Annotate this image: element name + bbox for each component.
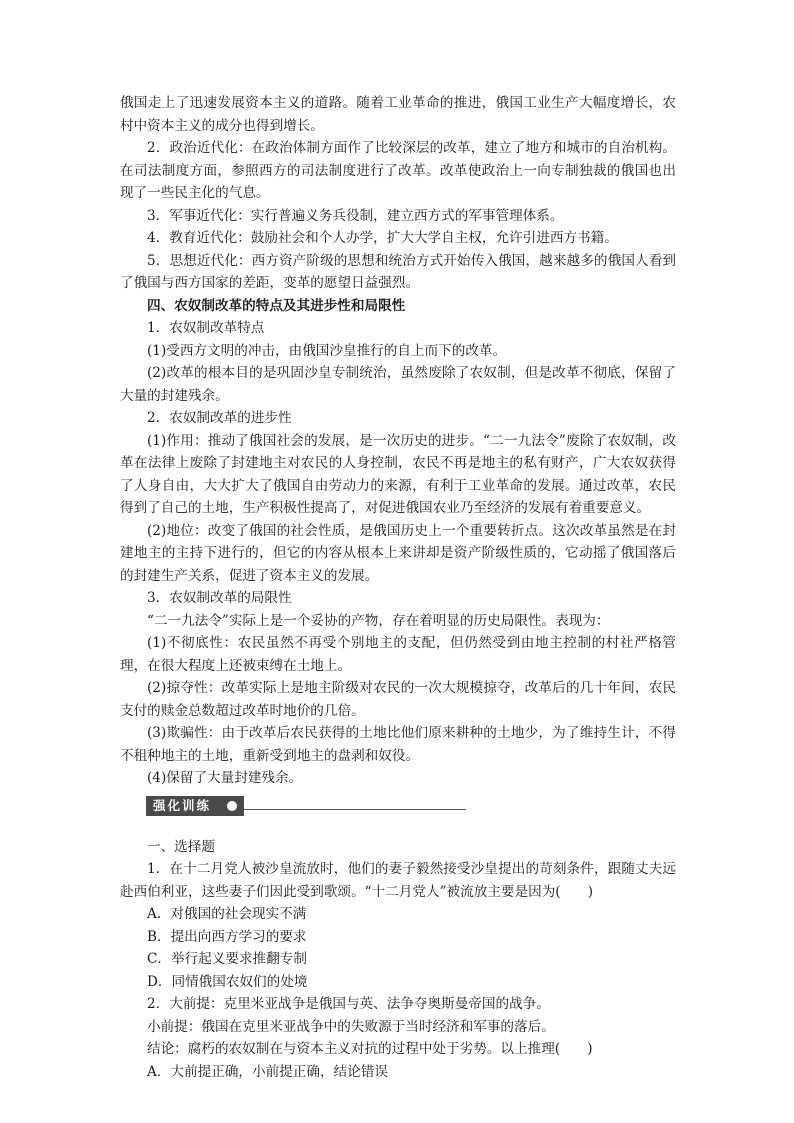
- notes-paragraph: (3)欺骗性：由于改革后农民获得的土地比他们原来耕种的土地少，为了维持生计，不得不租种地主的土地，重新受到地主的盘剥和奴役。: [120, 725, 676, 764]
- notes-paragraph: 4．教育近代化：鼓励社会和个人办学，扩大大学自主权，允许引进西方书籍。: [147, 230, 618, 246]
- notes-paragraph: (2)掠夺性：改革实际上是地主阶级对农民的一次大规模掠夺，改革后的几十年间，农民支付的赎金总数超过改革时地价的几倍。: [120, 680, 676, 719]
- notes-paragraph: 2．政治近代化：在政治体制方面作了比较深层的改革，建立了地方和城市的自治机构。在司法制度方面，参照西方的司法制度进行了改革。改革使政治上一向专制独裁的俄国也出现了一些民主化的气息。: [120, 140, 676, 201]
- exercise-paragraph: B．提出向西方学习的要求: [147, 928, 307, 945]
- document-body: [120, 92, 676, 1083]
- notes-paragraph: 2．农奴制改革的进步性: [147, 410, 292, 426]
- notes-paragraph: (1)不彻底性：农民虽然不再受个别地主的支配，但仍然受到由地主控制的村社严格管理，在很大程度上还被束缚在土地上。: [120, 635, 676, 674]
- exercise-paragraph: D．同情俄国农奴们的处境: [147, 973, 308, 990]
- notes-paragraph: 四、农奴制改革的特点及其进步性和局限性: [147, 297, 406, 314]
- notes-paragraph: 俄国走上了迅速发展资本主义的道路。随着工业革命的推进，俄国工业生产大幅度增长，农村中资本主义的成分也得到增长。: [120, 95, 676, 134]
- exercise-paragraph: 1．在十二月党人被沙皇流放时，他们的妻子毅然接受沙皇提出的苛刻条件，跟随丈夫远赴西伯利亚，这些妻子们因此受到歌颂。“十二月党人”被流放主要是因为( ): [120, 861, 676, 900]
- section-banner: [146, 796, 676, 818]
- notes-paragraph: (1)作用：推动了俄国社会的发展，是一次历史的进步。“二一九法令”废除了农奴制，改革在法律上废除了封建地主对农民的人身控制，农民不再是地主的私有财产，广大农奴获得了人身自由，大大扩大了俄国自由劳动力的来源，有利于工业革命的发展。通过改革，农民得到了自己的土地，生产积极性提高了，对促进俄国农业乃至经济的发展有着重要意义。: [120, 432, 676, 516]
- exercise-paragraph: 小前提：俄国在克里米亚战争中的失败源于当时经济和军事的落后。: [147, 1018, 555, 1035]
- notes-paragraph: 1．农奴制改革特点: [147, 320, 265, 336]
- notes-paragraph: 3．军事近代化：实行普遍义务兵役制，建立西方式的军事管理体系。: [147, 207, 564, 224]
- banner-text: 强化训练: [153, 797, 212, 813]
- notes-paragraph: (1)受西方文明的冲击，由俄国沙皇推行的自上而下的改革。: [147, 342, 507, 359]
- notes-paragraph: 3．农奴制改革的局限性: [147, 590, 292, 606]
- exercise-paragraph: A．对俄国的社会现实不满: [147, 906, 307, 922]
- circle-icon: [227, 801, 237, 811]
- exercise-paragraph: A．大前提正确，小前提正确，结论错误: [147, 1063, 388, 1080]
- notes-paragraph: (2)改革的根本目的是巩固沙皇专制统治，虽然废除了农奴制，但是改革不彻底，保留了大量的封建残余。: [120, 365, 676, 404]
- exercise-paragraph: C．举行起义要求推翻专制: [147, 951, 307, 967]
- notes-paragraph: (4)保留了大量封建残余。: [147, 770, 303, 786]
- notes-paragraph: (2)地位：改变了俄国的社会性质，是俄国历史上一个重要转折点。这次改革虽然是在封建地主的主持下进行的，但它的内容从根本上来讲却是资产阶级性质的，它动摇了俄国落后的封建生产关系，促进了资本主义的发展。: [120, 522, 676, 584]
- exercise-paragraph: 结论：腐朽的农奴制在与资本主义对抗的过程中处于劣势。以上推理( ): [147, 1041, 593, 1057]
- notes-paragraph: “二一九法令”实际上是一个妥协的产物，存在着明显的历史局限性。表现为：: [147, 612, 610, 629]
- banner-divider: [244, 809, 466, 810]
- exercise-section: [120, 836, 676, 1084]
- lecture-notes-section: [120, 92, 676, 790]
- notes-paragraph: 5．思想近代化：西方资产阶级的思想和统治方式开始传入俄国，越来越多的俄国人看到了俄国与西方国家的差距，变革的愿望日益强烈。: [120, 252, 676, 291]
- exercise-paragraph: 一、选择题: [147, 838, 215, 855]
- exercise-paragraph: 2．大前提：克里米亚战争是俄国与英、法争夺奥斯曼帝国的战争。: [147, 996, 550, 1012]
